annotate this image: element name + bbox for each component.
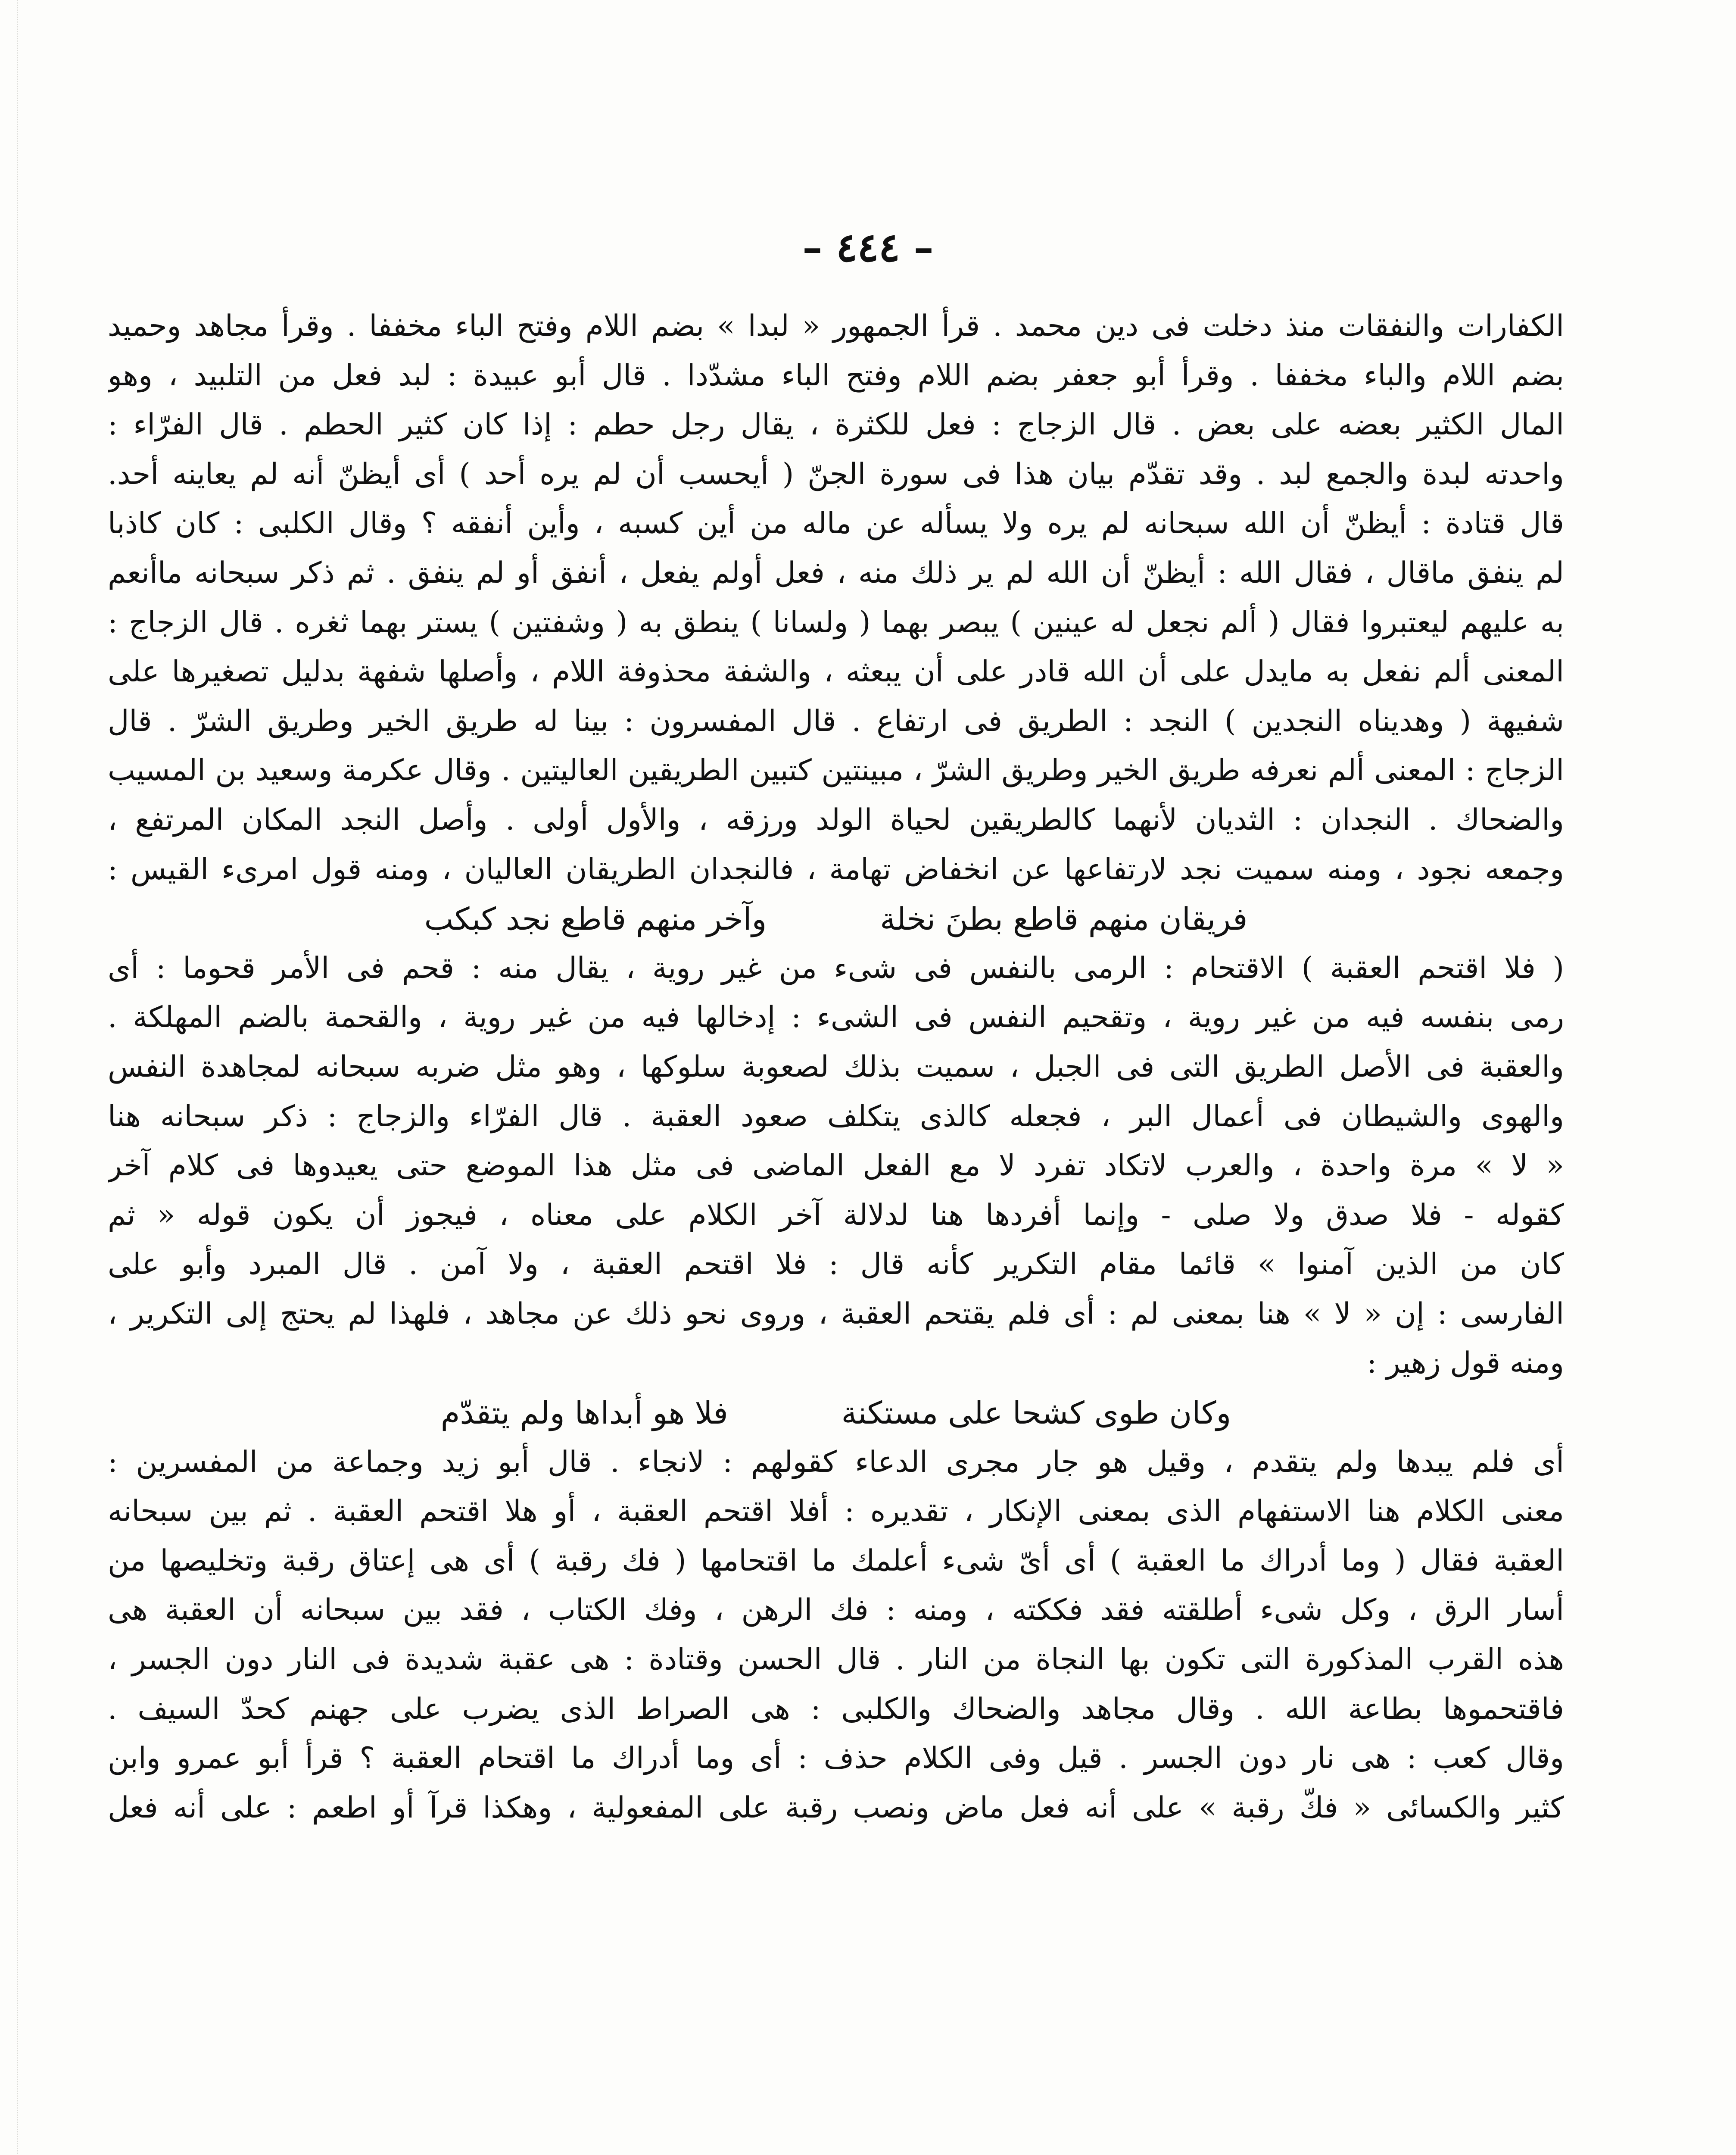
verse-second-hemistich: فلا هو أبداها ولم يتقدّم [440,1395,728,1431]
text-line: والضحاك . النجدان : الثديان لأنهما كالطريقين لحياة الولد ورزقه ، والأول أولى . وأصل النجد المكان المرتفع ، [108,803,1564,837]
text-line: كان من الذين آمنوا » قائما مقام التكرير كأنه قال : فلا اقتحم العقبة ، ولا آمن . قال المبرد وأبو على [108,1247,1564,1282]
verse-first-hemistich: فريقان منهم قاطع بطنَ نخلة [880,901,1248,937]
text-line: رمى بنفسه فيه من غير روية ، وتقحيم النفس فى الشىء : إدخالها فيه من غير روية ، والقحمة بالضم المهلكة . [108,1000,1564,1035]
body-text [108,302,1564,1833]
poetry-verse [108,1388,1564,1438]
text-line: معنى الكلام هنا الاستفهام الذى بمعنى الإنكار ، تقديره : أفلا اقتحم العقبة ، أو هلا اقتحم العقبة . ثم بين سبحانه [108,1494,1564,1529]
text-line: المعنى ألم نفعل به مايدل على أن الله قادر على أن يبعثه ، والشفة محذوفة اللام ، وأصلها شفهة بدليل تصغيرها على [108,655,1564,689]
poetry-verse [108,894,1564,944]
text-line: المال الكثير بعضه على بعض . قال الزجاج : فعل للكثرة ، يقال رجل حطم : إذا كان كثير الحطم . قال الفرّاء : [108,408,1564,442]
text-line: أسار الرق ، وكل شىء أطلقته فقد فككته ، ومنه : فك الرهن ، وفك الكتاب ، فقد بين سبحانه أن العقبة هى [108,1593,1564,1627]
text-line: كقوله - فلا صدق ولا صلى - وإنما أفردها هنا لدلالة آخر الكلام على معناه ، فيجوز أن يكون قوله « ثم [108,1198,1564,1232]
text-line: وجمعه نجود ، ومنه سميت نجد لارتفاعها عن انخفاض تهامة ، فالنجدان الطريقان العاليان ، ومنه قول امرىء القيس : [108,852,1564,887]
text-line: العقبة فقال ( وما أدراك ما العقبة ) أى أىّ شىء أعلمك ما اقتحامها ( فك رقبة ) أى هى إعتاق رقبة وتخليصها من [108,1543,1564,1578]
text-line: والهوى والشيطان فى أعمال البر ، فجعله كالذى يتكلف صعود العقبة . قال الفرّاء والزجاج : ذكر سبحانه هنا [108,1099,1564,1134]
text-line: فاقتحموها بطاعة الله . وقال مجاهد والضحاك والكلبى : هى الصراط الذى يضرب على جهنم كحدّ السيف . [108,1692,1564,1726]
verse-second-hemistich: وآخر منهم قاطع نجد كبكب [424,901,767,937]
text-line: أى فلم يبدها ولم يتقدم ، وقيل هو جار مجرى الدعاء كقولهم : لانجاء . قال أبو زيد وجماعة من المفسرين : [108,1445,1564,1479]
text-line: به عليهم ليعتبروا فقال ( ألم نجعل له عينين ) يبصر بهما ( ولسانا ) ينطق به ( وشفتين ) يستر بهما ثغره . قال الزجاج : [108,605,1564,640]
text-line: شفيهة ( وهديناه النجدين ) النجد : الطريق فى ارتفاع . قال المفسرون : بينا له طريق الخير وطريق الشرّ . قال [108,704,1564,738]
text-line: الفارسى : إن « لا » هنا بمعنى لم : أى فلم يقتحم العقبة ، وروى نحو ذلك عن مجاهد ، فلهذا لم يحتج إلى التكرير ، [108,1296,1564,1331]
text-line: ( فلا اقتحم العقبة ) الاقتحام : الرمى بالنفس فى شىء من غير روية ، يقال منه : قحم فى الأمر قحوما : أى [108,951,1564,985]
verse-first-hemistich: وكان طوى كشحا على مستكنة [841,1395,1231,1431]
text-line: هذه القرب المذكورة التى تكون بها النجاة من النار . قال الحسن وقتادة : هى عقبة شديدة فى النار دون الجسر ، [108,1643,1564,1677]
text-line: وقال كعب : هى نار دون الجسر . قيل وفى الكلام حذف : أى وما أدراك ما اقتحام العقبة ؟ قرأ أبو عمرو وابن [108,1741,1564,1776]
text-line: واحدته لبدة والجمع لبد . وقد تقدّم بيان هذا فى سورة الجنّ ( أيحسب أن لم يره أحد ) أى أيظنّ أنه لم يعاينه أحد. [108,457,1564,491]
text-line: « لا » مرة واحدة ، والعرب لاتكاد تفرد لا مع الفعل الماضى فى مثل هذا الموضع حتى يعيدوها فى كلام آخر [108,1149,1564,1183]
text-line: بضم اللام والباء مخففا . وقرأ أبو جعفر بضم اللام وفتح الباء مشدّدا . قال أبو عبيدة : لبد فعل من التلبيد ، وهو [108,358,1564,393]
page-edge [0,0,18,2155]
text-line: لم ينفق ماقال ، فقال الله : أيظنّ أن الله لم ير ذلك منه ، فعل أولم يفعل ، أنفق أو لم ينفق . ثم ذكر سبحانه ماأنعم [108,556,1564,590]
text-line: كثير والكسائى « فكّ رقبة » على أنه فعل ماض ونصب رقبة على المفعولية ، وهكذا قرآ أو اطعم : على أنه فعل [108,1790,1564,1825]
text-line: الكفارات والنفقات منذ دخلت فى دين محمد . قرأ الجمهور « لبدا » بضم اللام وفتح الباء مخففا . وقرأ مجاهد وحميد [108,309,1564,343]
text-line: ومنه قول زهير : [1367,1346,1564,1380]
page-number: – ٤٤٤ – [802,224,934,271]
text-line: الزجاج : المعنى ألم نعرفه طريق الخير وطريق الشرّ ، مبينتين كتبين الطريقين العاليتين . وقال عكرمة وسعيد بن المسيب [108,753,1564,788]
text-line: قال قتادة : أيظنّ أن الله سبحانه لم يره ولا يسأله عن ماله من أين كسبه ، وأين أنفقه ؟ وقال الكلبى : كان كاذبا [108,506,1564,541]
text-line: والعقبة فى الأصل الطريق التى فى الجبل ، سميت بذلك لصعوبة سلوكها ، وهو مثل ضربه سبحانه لمجاهدة النفس [108,1049,1564,1084]
